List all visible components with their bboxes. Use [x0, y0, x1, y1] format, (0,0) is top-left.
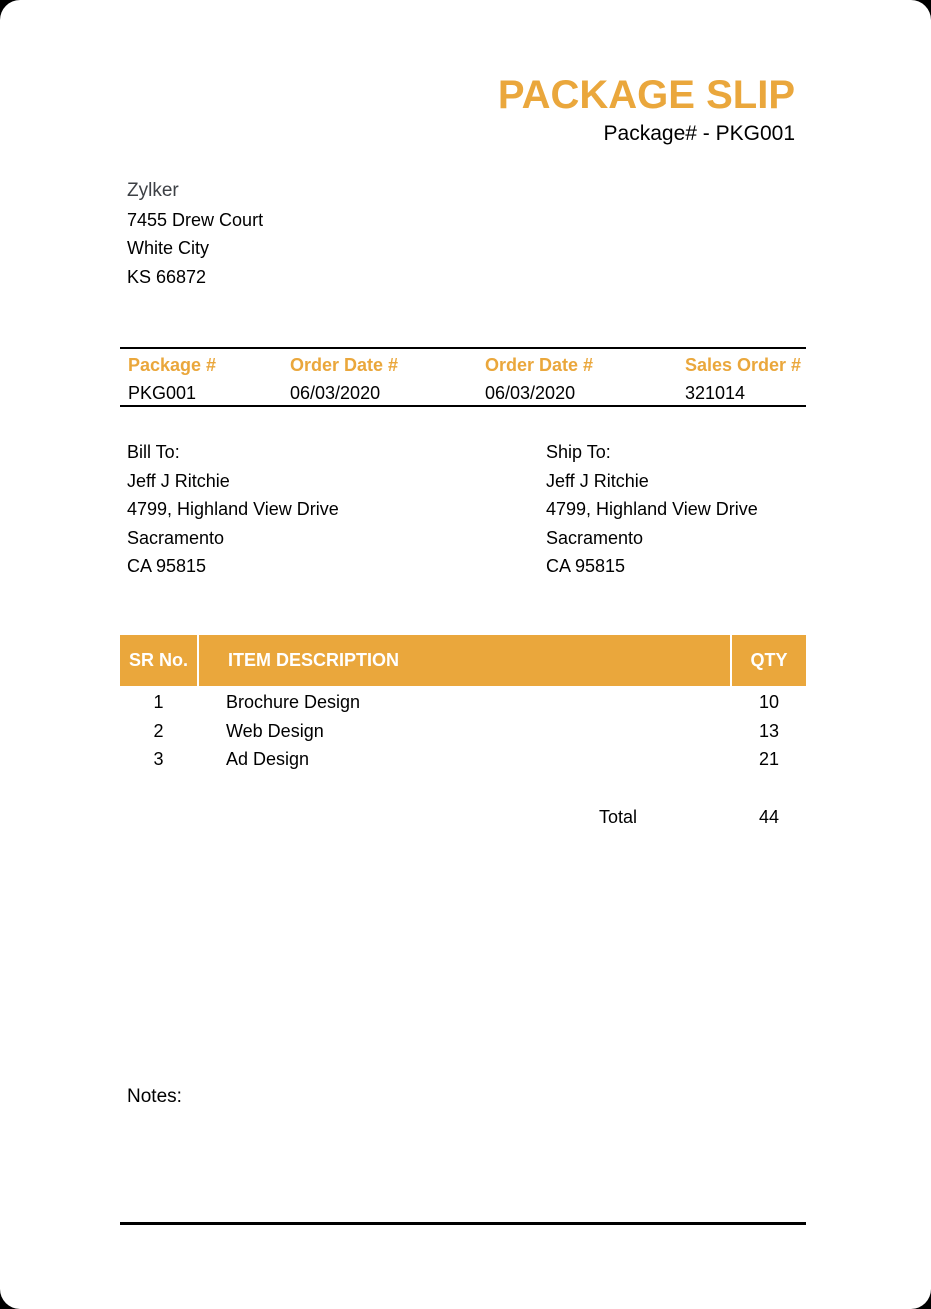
bill-to-line: 4799, Highland View Drive: [127, 499, 339, 519]
item-sr: 3: [153, 749, 164, 769]
info-label: Order Date #: [290, 355, 399, 375]
notes-label: Notes:: [127, 1086, 182, 1107]
info-value: 321014: [685, 383, 746, 403]
item-description: Brochure Design: [226, 692, 361, 712]
item-description: Ad Design: [226, 749, 310, 769]
table-row: [120, 745, 806, 774]
bill-to-block: [127, 438, 339, 581]
package-number: Package# - PKG001: [603, 122, 795, 145]
ship-to-line: 4799, Highland View Drive: [546, 499, 758, 519]
ship-to-line: CA 95815: [546, 556, 626, 576]
info-value: 06/03/2020: [290, 383, 381, 403]
total-row: [120, 803, 806, 832]
total-label: Total: [598, 806, 637, 827]
bill-to-label: Bill To:: [127, 442, 180, 462]
company-address-line: KS 66872: [127, 266, 207, 287]
ship-to-block: [546, 438, 758, 581]
info-col-sales-order: [685, 356, 806, 405]
info-label: Sales Order #: [685, 355, 802, 375]
item-sr: 2: [153, 720, 164, 741]
info-col-package: [120, 356, 290, 405]
bill-to-line: Sacramento: [127, 527, 225, 548]
info-value: 06/03/2020: [485, 383, 576, 403]
company-address-line: 7455 Drew Court: [127, 209, 264, 230]
item-qty: 21: [758, 749, 780, 769]
company-address-line: White City: [127, 238, 210, 258]
header-qty: QTY: [750, 650, 788, 670]
item-description: Web Design: [226, 720, 324, 741]
info-label: Order Date #: [485, 355, 594, 375]
total-qty-value: 44: [758, 806, 780, 827]
info-value: PKG001: [128, 383, 197, 403]
page-title: PACKAGE SLIP: [497, 73, 795, 117]
info-label: Package #: [128, 355, 217, 375]
company-address-block: [127, 177, 263, 291]
total-spacer: [120, 803, 197, 832]
document-header: [498, 73, 795, 147]
table-row: [120, 717, 806, 746]
company-name: Zylker: [127, 180, 179, 201]
item-sr: 1: [153, 692, 164, 712]
bottom-divider: [120, 1222, 806, 1225]
ship-to-line: Jeff J Ritchie: [546, 470, 649, 491]
items-table-header: [120, 635, 806, 686]
ship-to-label: Ship To:: [546, 442, 611, 462]
order-info-table: [120, 347, 806, 407]
items-table: [120, 635, 806, 831]
bill-to-line: Jeff J Ritchie: [127, 470, 230, 491]
header-item-description: ITEM DESCRIPTION: [197, 635, 732, 686]
items-table-body: [120, 686, 806, 774]
info-col-order-date-1: [290, 356, 485, 405]
item-qty: 10: [758, 692, 780, 712]
header-sr-no: SR No.: [128, 650, 188, 670]
bill-to-line: CA 95815: [127, 556, 207, 576]
table-row: [120, 688, 806, 717]
item-qty: 13: [758, 720, 780, 741]
ship-to-line: Sacramento: [546, 527, 644, 548]
info-col-order-date-2: [485, 356, 685, 405]
